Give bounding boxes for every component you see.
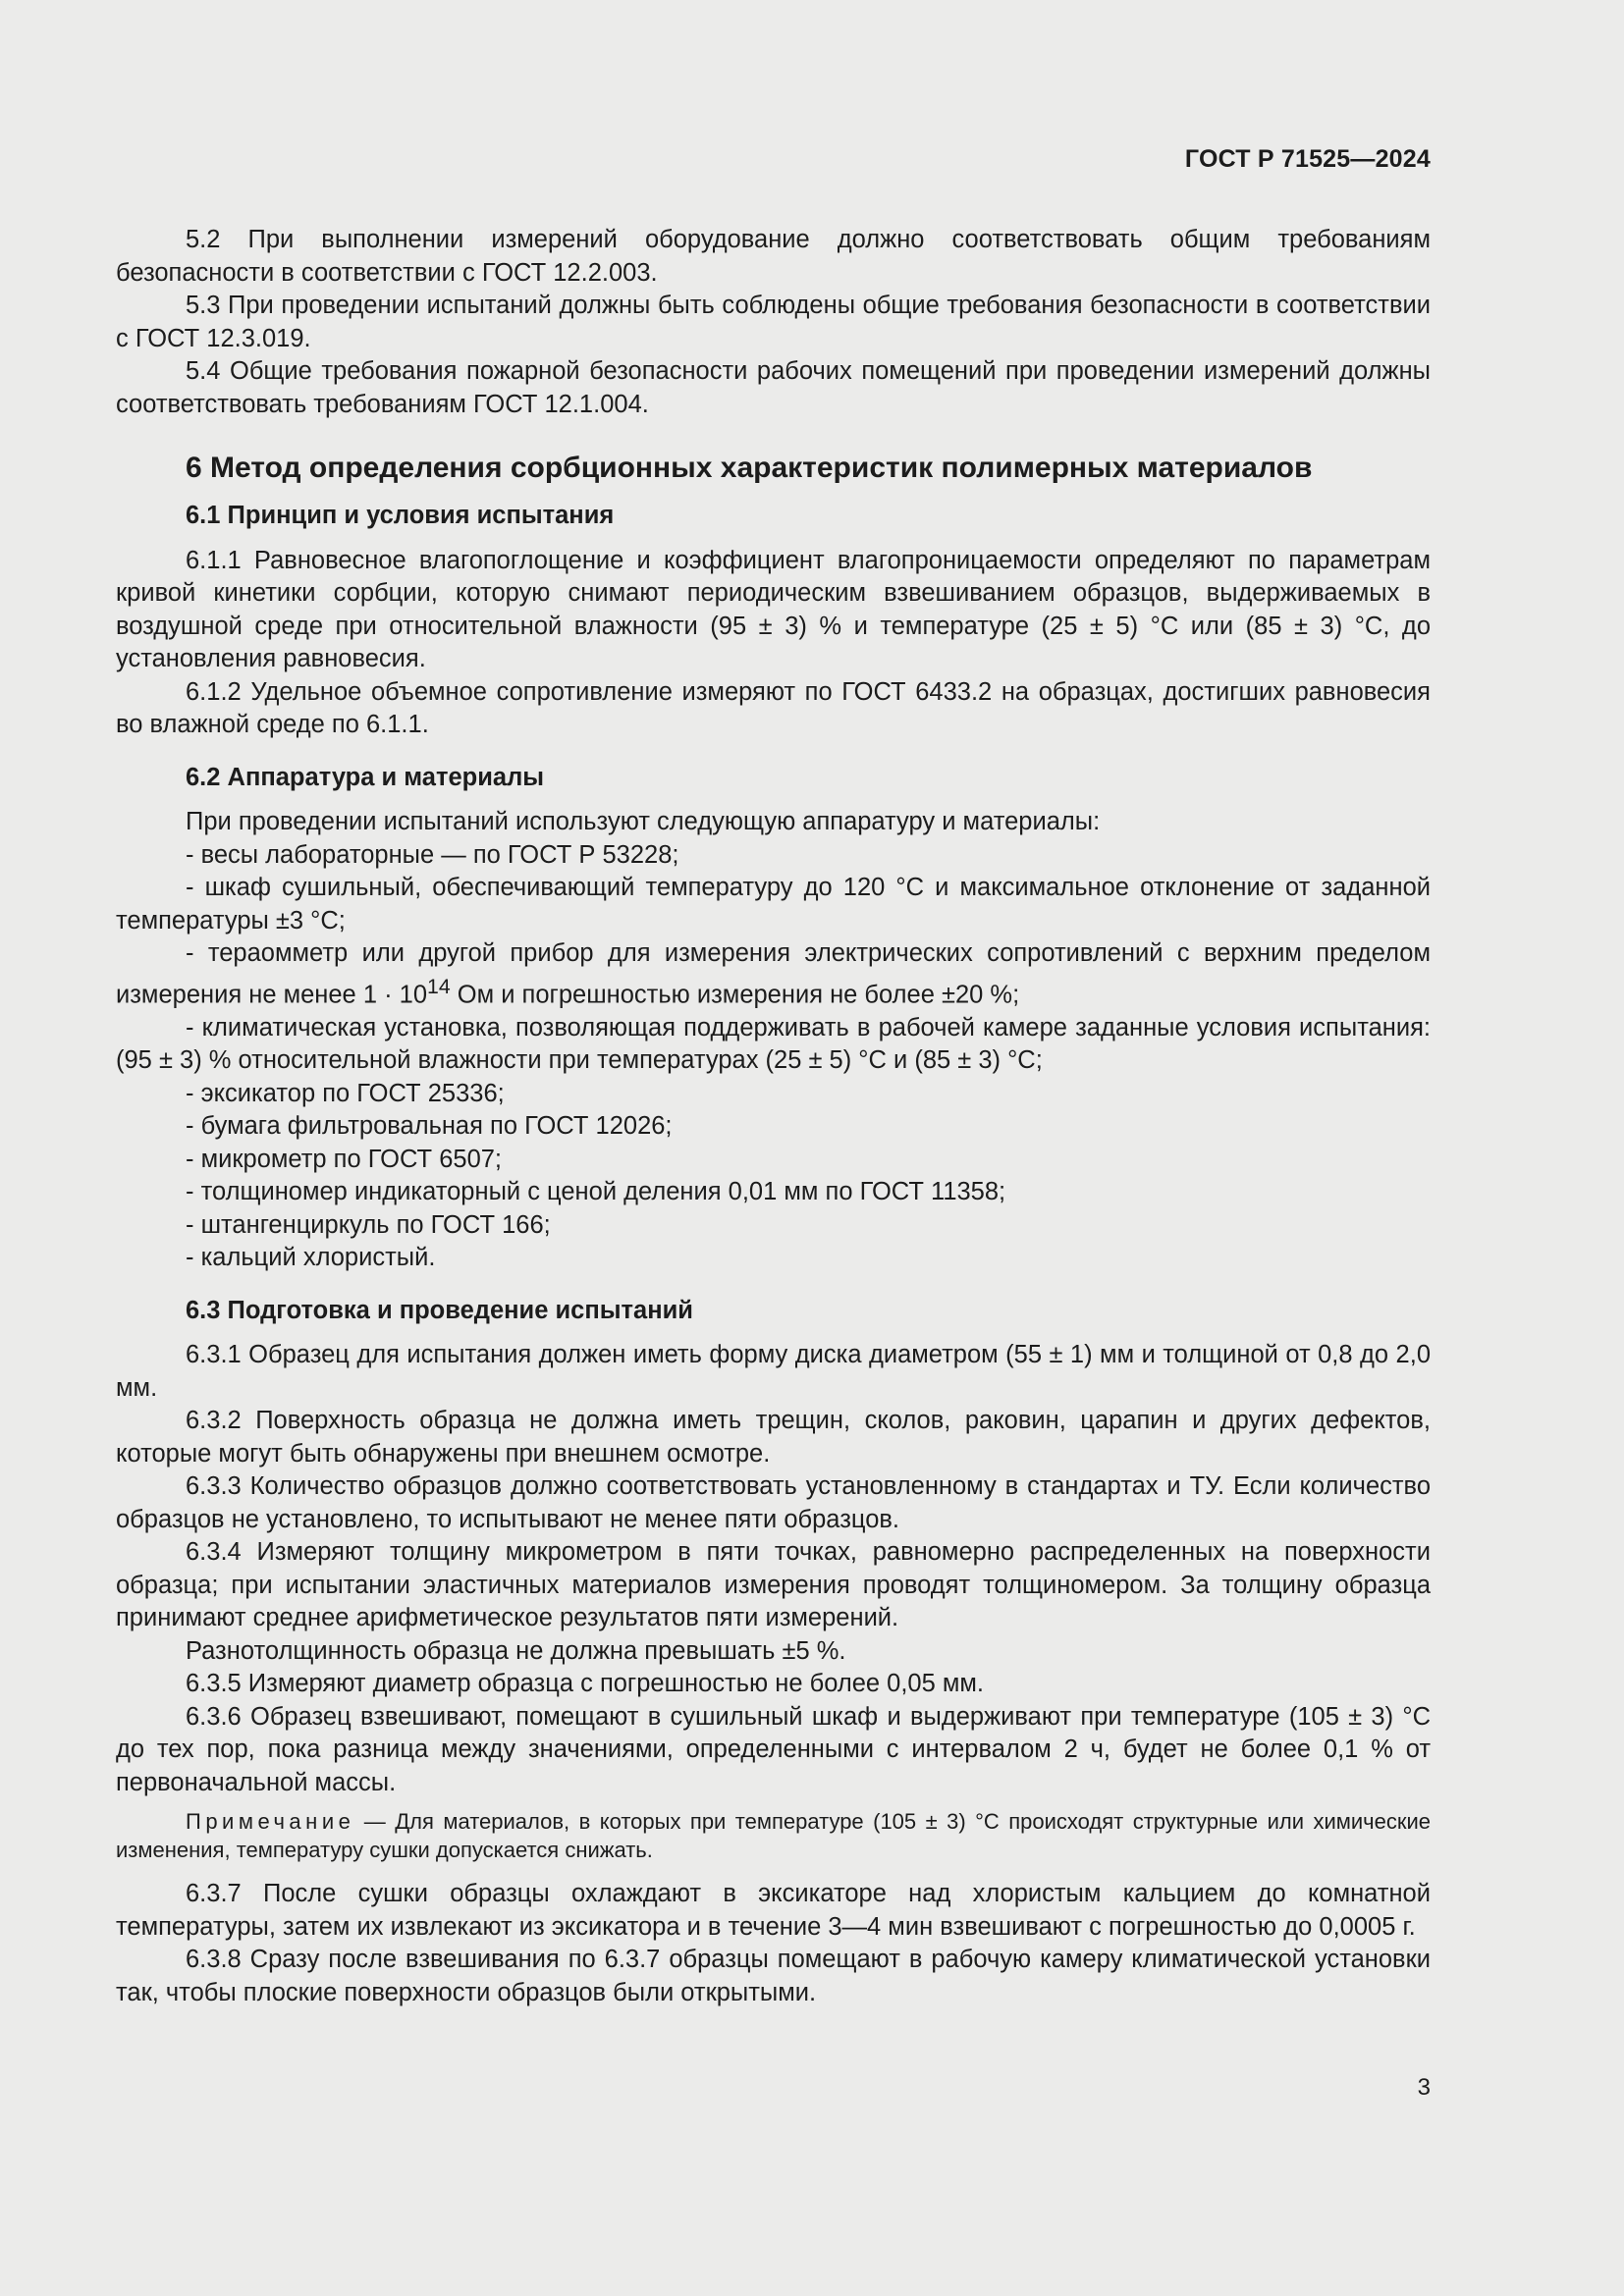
subsection-6-1-title: 6.1 Принцип и условия испытания xyxy=(186,502,615,529)
equipment-lead: При проведении испытаний используют следующую аппаратуру и материалы: xyxy=(186,808,1101,835)
document-id-header: ГОСТ Р 71525—2024 xyxy=(1184,145,1431,173)
note-label: Примечание xyxy=(186,1809,355,1834)
equipment-item xyxy=(116,937,1431,1012)
equipment-item: - эксикатор по ГОСТ 25336; xyxy=(186,1079,505,1107)
paragraph-6-3-2: 6.3.2 Поверхность образца не должна иметь трещин, сколов, раковин, царапин и других дефектов, которые могут быть обнаружены при внешнем осмотре. xyxy=(116,1407,1431,1468)
equipment-item-text: Ом и погрешностью измерения не более ±20 %; xyxy=(450,981,1020,1008)
paragraph-6-3-4-tolerance: Разнотолщинность образца не должна превышать ±5 %. xyxy=(186,1636,846,1665)
equipment-item: - микрометр по ГОСТ 6507; xyxy=(186,1145,503,1173)
paragraph-6-1-2: 6.1.2 Удельное объемное сопротивление измеряют по ГОСТ 6433.2 на образцах, достигших равновесия во влажной среде по 6.1.1. xyxy=(116,677,1431,738)
note-text: — Для материалов, в которых при температуре (105 ± 3) °С происходят структурные или химические изменения, температуру сушки допускается снижать. xyxy=(116,1809,1431,1862)
equipment-item: - климатическая установка, позволяющая поддерживать в рабочей камере заданные условия испытания: (95 ± 3) % относительной влажности при температурах (25 ± 5) °С и (85 ± 3) °С; xyxy=(116,1013,1431,1074)
paragraph-6-3-4: 6.3.4 Измеряют толщину микрометром в пяти точках, равномерно распределенных на поверхности образца; при испытании эластичных материалов измерения проводят толщиномером. За толщину образца принимают среднее арифметическое результатов пяти измерений. xyxy=(116,1538,1431,1631)
paragraph-6-3-1: 6.3.1 Образец для испытания должен иметь форму диска диаметром (55 ± 1) мм и толщиной от 0,8 до 2,0 мм. xyxy=(116,1341,1431,1402)
equipment-item: - бумага фильтровальная по ГОСТ 12026; xyxy=(186,1112,673,1140)
equipment-item: - кальций хлористый. xyxy=(186,1244,436,1271)
note xyxy=(116,1807,1431,1864)
paragraph-6-1-1: 6.1.1 Равновесное влагопоглощение и коэффициент влагопроницаемости определяют по параметрам кривой кинетики сорбции, которую снимают периодическим взвешиванием образцов, выдерживаемых в воздушной среде при относительной влажности (95 ± 3) % и температуре (25 ± 5) °С или (85 ± 3) °С, до установления равновесия. xyxy=(116,546,1431,672)
paragraph-6-3-6: 6.3.6 Образец взвешивают, помещают в сушильный шкаф и выдерживают при температуре (105 ± 3) °С до тех пор, пока разница между значениями, определенными с интервалом 2 ч, будет не более 0,1 % от первоначальной массы. xyxy=(116,1702,1431,1796)
paragraph-6-3-7: 6.3.7 После сушки образцы охлаждают в эксикаторе над хлористым кальцием до комнатной температуры, затем их извлекают из эксикатора и в течение 3—4 мин взвешивают с погрешностью до 0,0005 г. xyxy=(116,1880,1431,1941)
equipment-item: - весы лабораторные — по ГОСТ Р 53228; xyxy=(186,840,679,869)
subsection-6-2-title: 6.2 Аппаратура и материалы xyxy=(186,763,545,791)
equipment-item: - шкаф сушильный, обеспечивающий температуру до 120 °С и максимальное отклонение от заданной температуры ±3 °С; xyxy=(116,874,1431,934)
paragraph-6-3-3: 6.3.3 Количество образцов должно соответствовать установленному в стандартах и ТУ. Если количество образцов не установлено, то испытывают не менее пяти образцов. xyxy=(116,1472,1431,1533)
subsection-6-3-title: 6.3 Подготовка и проведение испытаний xyxy=(186,1296,693,1324)
paragraph-5-3: 5.3 При проведении испытаний должны быть соблюдены общие требования безопасности в соответствии с ГОСТ 12.3.019. xyxy=(116,292,1431,352)
equipment-item: - толщиномер индикаторный с ценой деления 0,01 мм по ГОСТ 11358; xyxy=(186,1178,1006,1205)
paragraph-5-2: 5.2 При выполнении измерений оборудование должно соответствовать общим требованиям безопасности в соответствии с ГОСТ 12.2.003. xyxy=(116,226,1431,287)
exponent: 14 xyxy=(427,974,451,998)
section-6-title: 6 Метод определения сорбционных характеристик полимерных материалов xyxy=(186,452,1313,484)
paragraph-6-3-8: 6.3.8 Сразу после взвешивания по 6.3.7 образцы помещают в рабочую камеру климатической установки так, чтобы плоские поверхности образцов были открытыми. xyxy=(116,1946,1431,2006)
paragraph-5-4: 5.4 Общие требования пожарной безопасности рабочих помещений при проведении измерений должны соответствовать требованиям ГОСТ 12.1.004. xyxy=(116,357,1431,418)
paragraph-6-3-5: 6.3.5 Измеряют диаметр образца с погрешностью не более 0,05 мм. xyxy=(186,1670,985,1697)
page-content xyxy=(116,224,1431,2009)
page-number: 3 xyxy=(1417,2074,1431,2101)
equipment-item: - штангенциркуль по ГОСТ 166; xyxy=(186,1210,551,1239)
equipment-item-text: - тераомметр или другой прибор для измерения электрических сопротивлений с верхним пределом измерения не менее 1 · 10 xyxy=(116,939,1431,1008)
